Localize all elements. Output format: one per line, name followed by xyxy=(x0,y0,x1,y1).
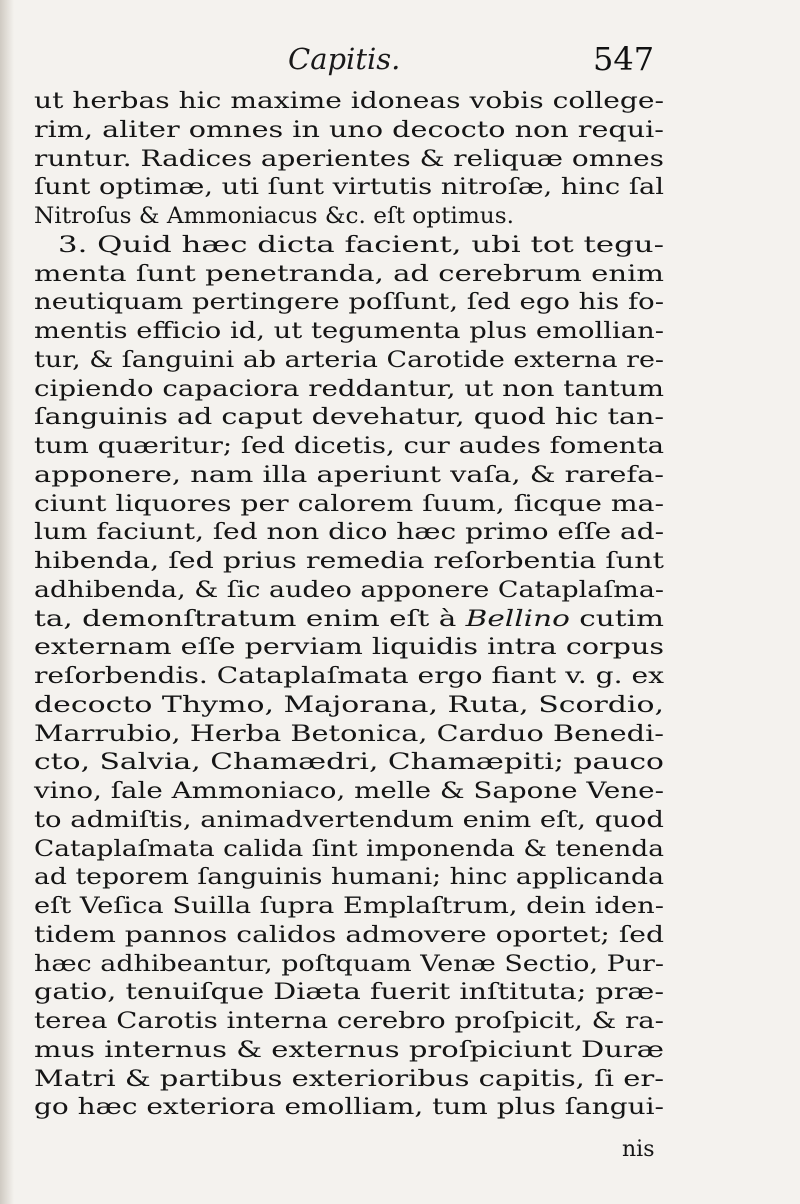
text-line: Marrubio, Herba Betonica, Carduo Benedi- xyxy=(34,720,665,747)
text-line: tum quæritur; ſed dicetis, cur audes fomenta xyxy=(34,433,665,459)
text-line: ta, demonſtratum enim eſt à Bellino cutim xyxy=(34,605,665,632)
text-line: menta ſunt penetranda, ad cerebrum enim xyxy=(34,260,664,287)
text-line: 3. Quid hæc dicta facient, ubi tot tegu- xyxy=(58,231,665,258)
text-line: hæc adhibeantur, poſtquam Venæ Sectio, Pur- xyxy=(34,950,665,977)
text-line: vino, ſale Ammoniaco, melle & Sapone Vene- xyxy=(34,778,664,804)
text-line: terea Carotis interna cerebro proſpicit, & ra- xyxy=(34,1008,665,1034)
text-line: externam eſſe perviam liquidis intra corpus xyxy=(34,634,664,661)
text-line: gatio, tenuiſque Diæta fuerit inſtituta; præ- xyxy=(34,979,665,1006)
text-line: lum faciunt, ſed non dico hæc primo eſſe ad- xyxy=(34,519,665,546)
text-line: Matri & partibus exterioribus capitis, ſi er- xyxy=(34,1065,665,1092)
text-line: ciunt liquores per calorem ſuum, ſicque ma- xyxy=(34,490,665,517)
catchword: nis xyxy=(622,1137,655,1162)
text-line: hibenda, ſed prius remedia reſorbentia ſunt xyxy=(34,548,665,574)
text-line: ſanguinis ad caput devehatur, quod hic tan- xyxy=(34,404,665,431)
text-line: adhibenda, & ſic audeo apponere Cataplaſma- xyxy=(34,576,665,603)
text-line: tur, & ſanguini ab arteria Carotide externa re- xyxy=(34,346,665,373)
text-line: runtur. Radices aperientes & reliquæ omnes xyxy=(34,145,664,172)
page-number: 547 xyxy=(593,40,655,78)
text-line: apponere, nam illa aperiunt vaſa, & rarefa- xyxy=(34,461,665,488)
running-head: Capitis. xyxy=(288,42,401,76)
text-line: mentis efficio id, ut tegumenta plus emollian- xyxy=(34,318,664,344)
text-line: rim, aliter omnes in uno decocto non requi- xyxy=(34,116,664,143)
text-line: Nitroſus & Ammoniacus &c. eſt optimus. xyxy=(34,203,515,229)
text-line: decocto Thymo, Majorana, Ruta, Scordio, xyxy=(34,691,665,718)
text-line: tidem pannos calidos admovere oportet; ſed xyxy=(34,921,665,948)
text-line: go hæc exteriora emolliam, tum plus ſangui- xyxy=(34,1094,665,1121)
text-line: ut herbas hic maxime idoneas vobis college- xyxy=(34,88,664,114)
text-line: to admiſtis, animadvertendum enim eſt, quod xyxy=(34,806,664,833)
text-line: ſunt optimæ, uti ſunt virtutis nitroſæ, hinc ſal xyxy=(34,174,664,201)
text-line: reſorbendis. Cataplaſmata ergo fiant v. g. ex xyxy=(34,663,665,689)
text-line: neutiquam pertingere poſſunt, ſed ego his fo- xyxy=(34,289,665,316)
text-line: eſt Veſica Suilla ſupra Emplaſtrum, dein iden- xyxy=(34,893,664,919)
text-line: cto, Salvia, Chamædri, Chamæpiti; pauco xyxy=(34,749,665,776)
text-line: mus internus & externus proſpiciunt Duræ xyxy=(34,1036,665,1063)
page-header xyxy=(0,42,800,92)
text-line: Cataplaſmata calida ſint imponenda & tenenda xyxy=(34,835,665,862)
text-line: ad teporem ſanguinis humani; hinc applicanda xyxy=(34,864,665,891)
text-line: cipiendo capaciora reddantur, ut non tantum xyxy=(34,375,664,402)
